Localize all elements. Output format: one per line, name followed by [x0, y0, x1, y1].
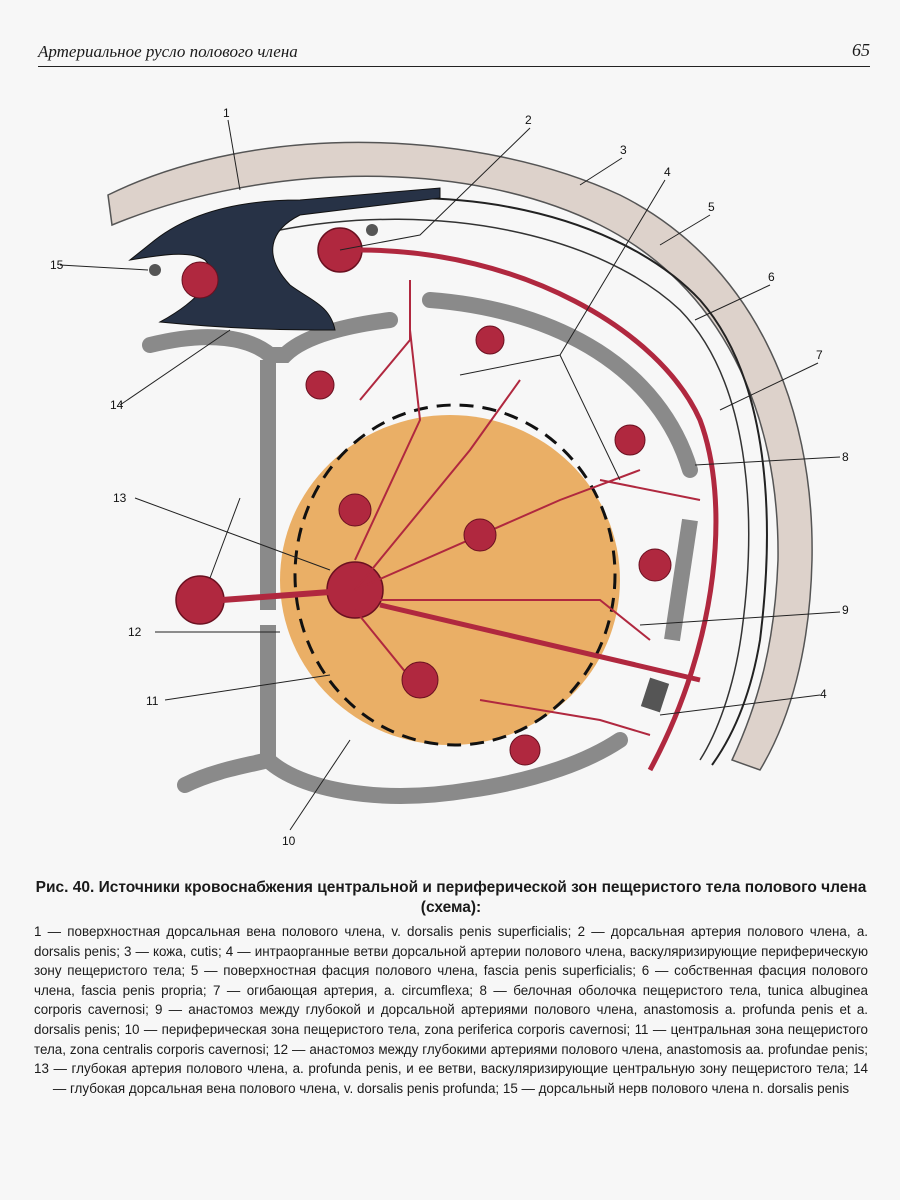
label-5: 5: [708, 200, 715, 214]
tunica-albuginea-lower: [185, 740, 620, 796]
page-header: [38, 40, 870, 67]
label-6: 6: [768, 270, 775, 284]
label-10: 10: [282, 834, 296, 848]
label-3: 3: [620, 143, 627, 157]
label-4-lower: 4: [820, 687, 827, 701]
label-13: 13: [113, 491, 127, 505]
label-15: 15: [50, 258, 64, 272]
caption-legend: 1 — поверхностная дорсальная вена полового члена, v. dorsalis penis superficialis; 2 — дорсальная артерия полового члена, a. dorsalis penis; 3 — кожа, cutis; 4 — интраорганные ветви дорсальной артерии полового члена, васкуляризирующие периферическую зону пещеристого тела; 5 — поверхностная фасция полового члена, fascia penis superficialis; 6 — собственная фасция полового члена, fascia penis propria; 7 — огибающая артерия, a. circumflexa; 8 — белочная оболочка пещеристого тела, tunica albuginea corporis cavernosi; 9 — анастомоз между глубокой и дорсальной артериями полового члена, anastomosis a. profunda penis et a. dorsalis penis; 10 — периферическая зона пещеристого тела, zona periferica corporis cavernosi; 11 — центральная зона пещеристого тела, zona centralis corporis cavernosi; 12 — анастомоз между глубокими артериями полового члена, anastomosis aa. profundae penis; 13 — глубокая артерия полового члена, a. profunda penis, и ее ветви, васкуляризирующие центральную зону пещеристого тела; 14 — глубокая дорсальная вена полового члена, v. dorsalis penis profunda; 15 — дорсальный нерв полового члена n. dorsalis penis: [34, 924, 868, 1096]
small-vessel: [366, 224, 378, 236]
page-number: 65: [852, 40, 870, 60]
label-14: 14: [110, 398, 124, 412]
dorsal-nerve: [149, 264, 161, 276]
diagram-svg: [0, 90, 900, 880]
caption-title: Рис. 40. Источники кровоснабжения центральной и периферической зон пещеристого тела полового члена (схема):: [35, 879, 867, 916]
label-2: 2: [525, 113, 532, 127]
running-title: Артериальное русло полового члена: [38, 42, 298, 61]
tunica-albuginea-block: [641, 678, 669, 713]
contralateral-deep-artery: [176, 576, 224, 624]
dorsal-vein: [130, 188, 440, 330]
anatomical-diagram: [0, 90, 900, 880]
label-8: 8: [842, 450, 849, 464]
figure-caption: [34, 878, 868, 1098]
label-7: 7: [816, 348, 823, 362]
label-4-upper: 4: [664, 165, 671, 179]
label-11: 11: [146, 694, 159, 708]
label-9: 9: [842, 603, 849, 617]
label-1: 1: [223, 106, 230, 120]
label-12: 12: [128, 625, 142, 639]
